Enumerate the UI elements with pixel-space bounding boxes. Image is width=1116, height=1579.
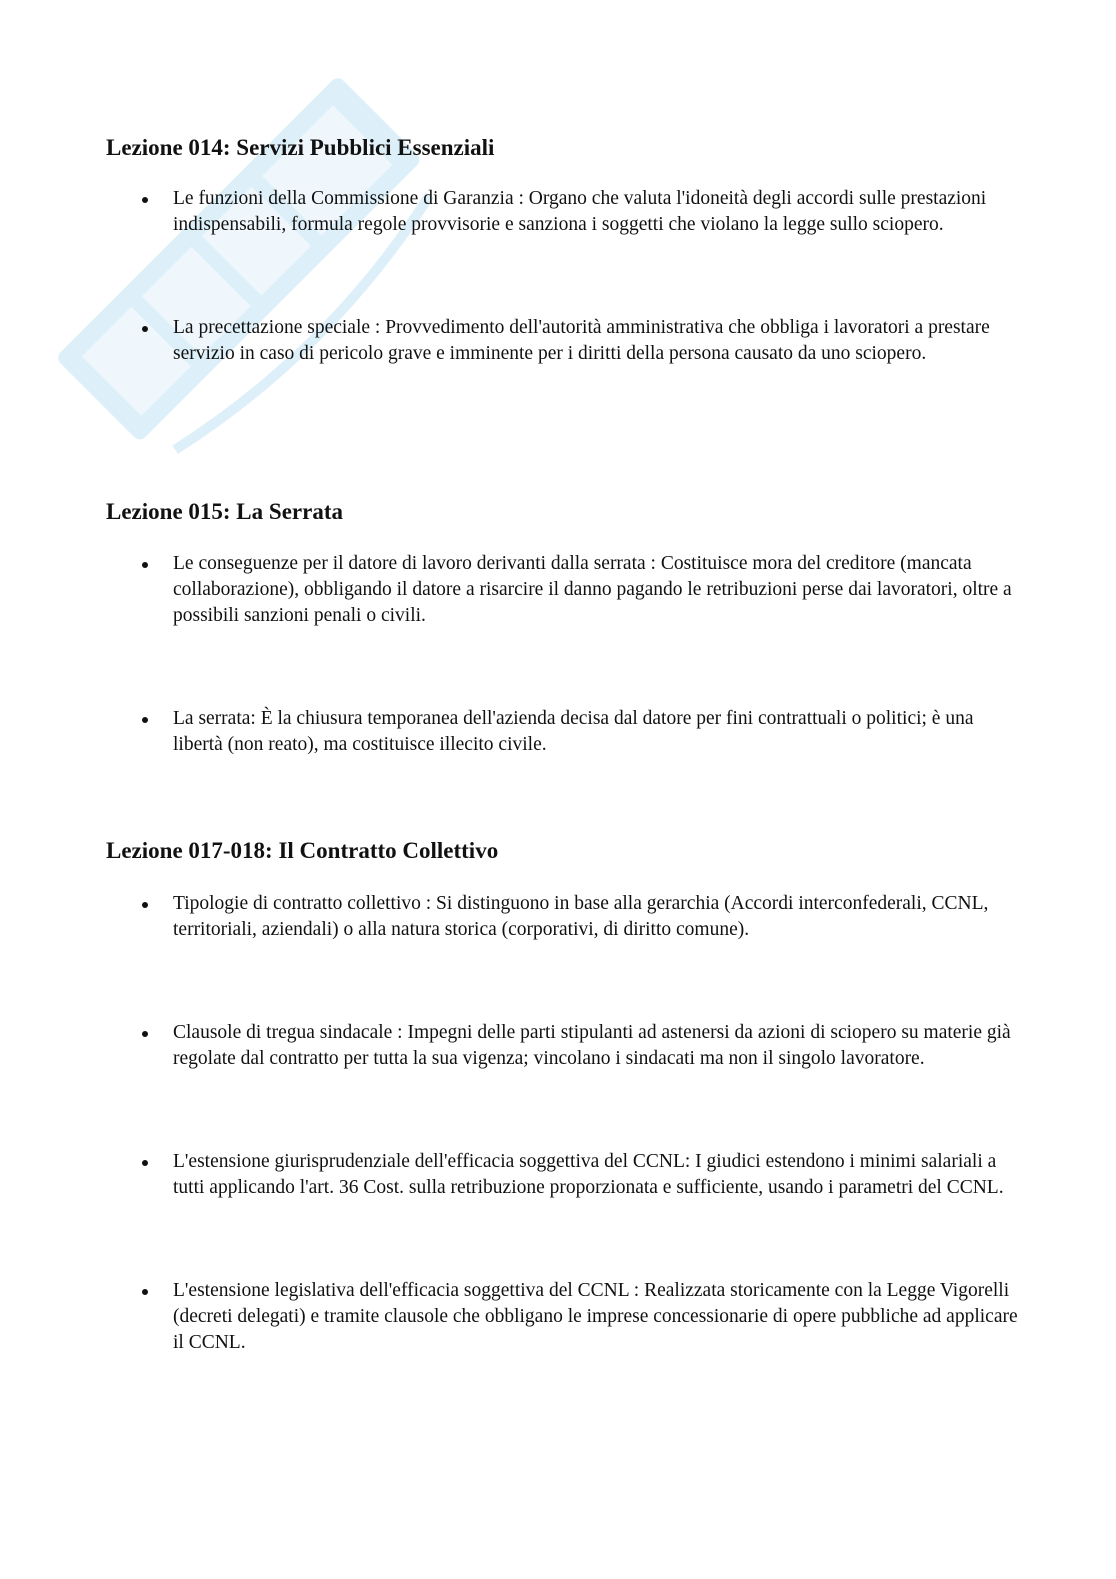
section-lezione-015 (106, 498, 1026, 758)
bullet-icon (142, 1289, 148, 1295)
bullet-list (106, 891, 1026, 1356)
list-item-text: Le funzioni della Commissione di Garanzia : Organo che valuta l'idoneità degli accordi sulle prestazioni indispensabili, formula regole provvisorie e sanziona i soggetti che violano la legge sullo sciopero. (173, 188, 987, 235)
list-item (106, 315, 1026, 367)
bullet-list (106, 551, 1026, 758)
section-lezione-014 (106, 134, 1026, 367)
list-item-text: L'estensione giurisprudenziale dell'efficacia soggettiva del CCNL: I giudici estendono i minimi salariali a tutti applicando l'art. 36 Cost. sulla retribuzione proporzionata e sufficiente, usando i parametri del CCNL. (173, 1151, 1004, 1198)
section-heading: Lezione 014: Servizi Pubblici Essenziali (106, 135, 495, 160)
section-heading: Lezione 017-018: Il Contratto Collettivo (106, 838, 499, 863)
list-item (106, 551, 1026, 629)
bullet-icon (142, 1160, 148, 1166)
list-item-text: L'estensione legislativa dell'efficacia soggettiva del CCNL : Realizzata storicamente con la Legge Vigorelli (decreti delegati) e tramite clausole che obbligano le imprese concessionarie di opere pubbliche ad applicare il CCNL. (173, 1280, 1018, 1353)
list-item (106, 1020, 1026, 1072)
bullet-icon (142, 717, 148, 723)
list-item (106, 1278, 1026, 1356)
bullet-icon (142, 197, 148, 203)
section-heading: Lezione 015: La Serrata (106, 499, 343, 524)
bullet-icon (142, 1031, 148, 1037)
list-item-text: Tipologie di contratto collettivo : Si distinguono in base alla gerarchia (Accordi interconfederali, CCNL, territoriali, aziendali) o alla natura storica (corporativi, di diritto comune). (173, 893, 989, 940)
list-item (106, 706, 1026, 758)
bullet-list (106, 186, 1026, 367)
list-item (106, 1149, 1026, 1201)
list-item-text: La serrata: È la chiusura temporanea dell'azienda decisa dal datore per fini contrattuali o politici; è una libertà (non reato), ma costituisce illecito civile. (173, 708, 974, 755)
list-item (106, 186, 1026, 238)
list-item-text: Clausole di tregua sindacale : Impegni delle parti stipulanti ad astenersi da azioni di sciopero su materie già regolate dal contratto per tutta la sua vigenza; vincolano i sindacati ma non il singolo lavoratore. (173, 1022, 1011, 1069)
bullet-icon (142, 326, 148, 332)
bullet-icon (142, 902, 148, 908)
bullet-icon (142, 562, 148, 568)
list-item-text: Le conseguenze per il datore di lavoro derivanti dalla serrata : Costituisce mora del creditore (mancata collaborazione), obbligando il datore a risarcire il danno pagando le retribuzioni perse dai lavoratori, oltre a possibili sanzioni penali o civili. (173, 553, 1012, 626)
list-item-text: La precettazione speciale : Provvedimento dell'autorità amministrativa che obbliga i lavoratori a prestare servizio in caso di pericolo grave e imminente per i diritti della persona causato da uno sciopero. (173, 317, 990, 364)
section-lezione-017-018 (106, 837, 1026, 1356)
list-item (106, 891, 1026, 943)
